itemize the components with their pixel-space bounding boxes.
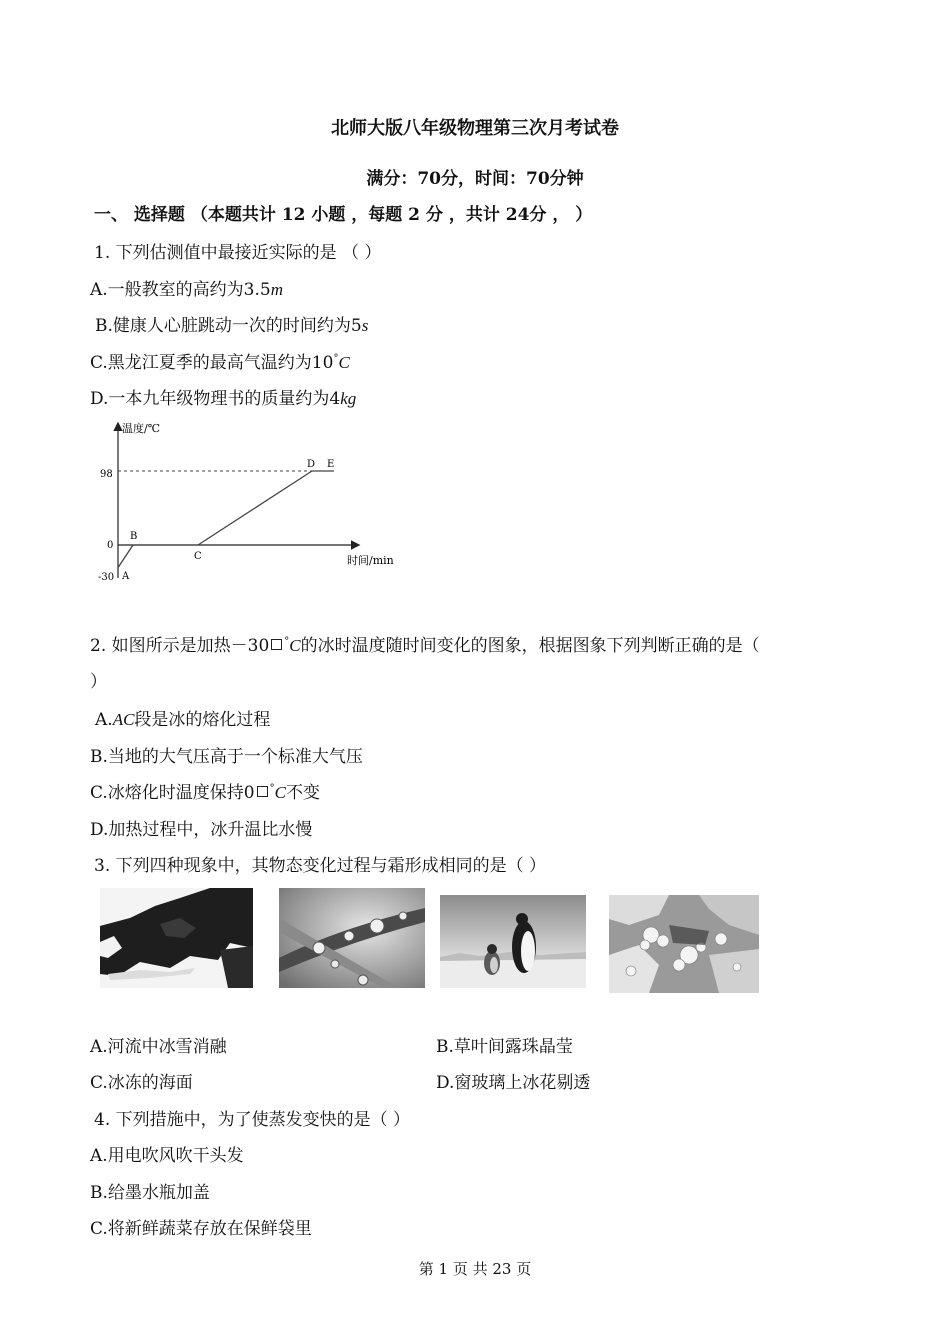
missing-glyph-box (271, 639, 282, 650)
tick-minus-30: -30 (98, 572, 115, 583)
q2-option-c (90, 778, 320, 803)
page-title: 北师大版八年级物理第三次月考试卷 (331, 118, 619, 139)
ice-flower-window-photo (609, 895, 759, 993)
q2-stem-continued: ） (90, 672, 107, 692)
q1-option-d-text: D.一本九年级物理书的质量约为4 (90, 389, 341, 409)
q2-option-d: D.加热过程中，冰升温比水慢 (90, 820, 313, 840)
point-d-label: D (307, 459, 316, 470)
q2-option-a (95, 705, 270, 730)
q1-option-d (90, 384, 356, 409)
exam-info: 满分：70分，时间：70分钟 (366, 169, 584, 189)
q1-option-c (90, 348, 350, 373)
q3-stem: 3. 下列四种现象中，其物态变化过程与霜形成相同的是（ ） (94, 856, 547, 876)
point-e-label: E (327, 459, 335, 470)
point-c-label: C (194, 551, 202, 562)
degree-sign: ° (284, 636, 290, 647)
q4-option-b: B.给墨水瓶加盖 (90, 1183, 210, 1203)
q1-option-b (95, 311, 368, 336)
q2-stem-text: 2. 如图所示是加热－30 (90, 636, 270, 656)
q2-stem-text-rest: 的冰时温度随时间变化的图象，根据图象下列判断正确的是（ (300, 636, 760, 656)
q3-option-b: B.草叶间露珠晶莹 (436, 1037, 573, 1057)
point-b-label: B (130, 531, 138, 542)
q3-option-a: A.河流中冰雪消融 (90, 1037, 227, 1057)
segment-ac-label: AC (112, 710, 135, 729)
q2-option-a-prefix: A. (95, 710, 113, 730)
q4-stem: 4. 下列措施中，为了使蒸发变快的是（ ） (94, 1110, 411, 1130)
page-footer: 第 1 页 共 23 页 (418, 1260, 532, 1278)
melting-ice-photo (100, 888, 253, 988)
q2-option-c-rest: 不变 (285, 783, 320, 803)
q2-option-c-text: C.冰熔化时温度保持0 (90, 783, 255, 803)
q2-option-b: B.当地的大气压高于一个标准大气压 (90, 747, 363, 767)
unit-c: C (274, 783, 286, 802)
degree-sign: ° (269, 783, 275, 794)
segment-cd (198, 471, 312, 545)
q2-option-a-text: 段是冰的熔化过程 (134, 710, 271, 730)
section-heading: 一、 选择题 （本题共计 12 小题 ，每题 2 分 ，共计 24分 ， ） (94, 205, 593, 225)
q1-stem: 1. 下列估测值中最接近实际的是 （ ） (94, 243, 382, 263)
missing-glyph-box (257, 786, 268, 797)
y-axis-label: 温度/℃ (122, 422, 161, 435)
q3-option-c: C.冰冻的海面 (90, 1073, 193, 1093)
temperature-time-graph (90, 418, 410, 588)
unit-c: C (338, 353, 350, 372)
unit-s: s (361, 316, 369, 335)
segment-ab (118, 545, 133, 568)
q1-option-a-text: A.一般教室的高约为3.5 (90, 280, 271, 300)
q1-option-c-text: C.黑龙江夏季的最高气温约为10 (90, 353, 334, 373)
q2-stem (90, 631, 760, 656)
q1-option-b-text: B.健康人心脏跳动一次的时间约为5 (95, 316, 362, 336)
x-axis-label: 时间/min (347, 554, 394, 567)
q4-option-a: A.用电吹风吹干头发 (90, 1146, 244, 1166)
frozen-sea-photo (440, 895, 586, 988)
unit-m: m (270, 280, 283, 299)
degree-sign: ° (333, 353, 339, 364)
point-a-label: A (122, 571, 130, 582)
dew-grass-photo (279, 888, 425, 988)
q4-option-c: C.将新鲜蔬菜存放在保鲜袋里 (90, 1219, 312, 1239)
q1-option-a (90, 275, 283, 300)
unit-kg: kg (340, 389, 357, 408)
tick-98: 98 (100, 469, 113, 480)
tick-0: 0 (107, 540, 114, 551)
unit-c: C (289, 636, 301, 655)
q3-option-d: D.窗玻璃上冰花剔透 (436, 1073, 591, 1093)
